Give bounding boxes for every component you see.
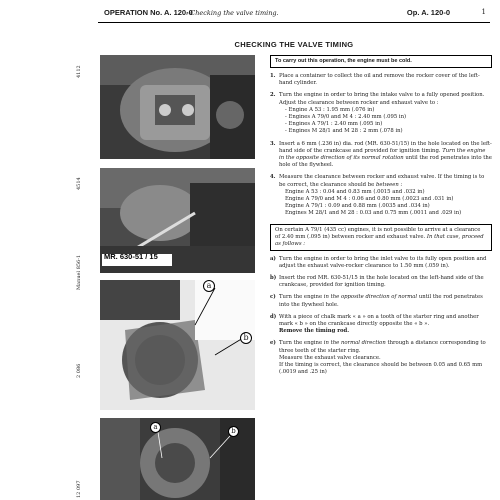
mark-a-label: a bbox=[203, 280, 215, 292]
side-label: 12 097 bbox=[76, 480, 82, 498]
page-header bbox=[98, 8, 490, 23]
photo-timing-rod bbox=[100, 168, 255, 273]
operation-subtitle: : Checking the valve timing. bbox=[186, 9, 279, 17]
side-label: 2 086 bbox=[76, 363, 82, 378]
mark-a-label-2: a bbox=[150, 422, 161, 433]
side-label: 4112 bbox=[76, 65, 82, 78]
instructions-column bbox=[270, 55, 492, 377]
step-1: 1. Place a container to collect the oil and remove the rocker cover of the left-hand cylinder. bbox=[270, 73, 480, 87]
clearance-table-1: - Engine A 53 : 1.95 mm (.076 in) - Engines A 79/0 and M 4 : 2.40 mm (.095 in) - Engines A 79/1 : 2.40 mm (.095 in) - Engines M 28/1 and M 28 : 2 mm (.078 in) bbox=[285, 106, 407, 135]
operation-number: OPERATION No. A. 120-0 bbox=[104, 8, 193, 17]
substep-d: d) With a piece of chalk mark « a » on a tooth of the starter ring and another mark « b » on the crankcase directly opposite the « b ». Remove the timing rod. bbox=[270, 313, 479, 335]
side-label: 4514 bbox=[76, 177, 82, 190]
mark-b-label-2: b bbox=[228, 426, 239, 437]
side-label: Manuel 856-1 bbox=[76, 254, 82, 290]
mark-b-label: b bbox=[240, 332, 252, 344]
step-3: 3. Insert a 6 mm (.236 in) dia. rod (MR. 630-51/15) in the hole located on the left-hand side of the crankcase and provided for ignition timing. Turn the engine in the opposite direction of its normal rotation until the rod penetrates into the hole of the flywheel. bbox=[270, 140, 492, 169]
substep-c: c) Turn the engine in the opposite direction of normal until the rod penetrates into the flywheel hole. bbox=[270, 294, 483, 308]
operation-ref: Op. A. 120-0 bbox=[406, 8, 450, 17]
clearance-table-2: Engine A 53 : 0.04 and 0.83 mm (.0015 and .032 in) Engine A 79/0 and M 4 : 0.06 and 0.80 mm (.0023 and .031 in) Engine A 79/1 : 0.09 and 0.88 mm (.0035 and .034 in) Engines M 28/1 and M 28 : 0.03 and 0.75 mm (.0011 and .029 in) bbox=[285, 188, 462, 217]
a79-note-box: On certain A 79/1 (435 cc) engines, it is not possible to arrive at a clearance of 2.40 mm (.095 in) between rocker and exhaust valve. In that case, proceed as follows : bbox=[270, 224, 492, 251]
cold-engine-note: To carry out this operation, the engine must be cold. bbox=[270, 55, 492, 68]
substep-b: b) Insert the rod MR. 630-51/15 in the hole located on the left-hand side of the crankcase, provided for ignition timing. bbox=[270, 275, 484, 289]
photo-crankcase-marks bbox=[100, 418, 255, 500]
step-4: 4. Measure the clearance between rocker and exhaust valve. If the timing is to be correct, the clearance should be between : Engine A 53 : 0.04 and 0.83 mm (.0015 and .032 in) Engine A 79/0 and M 4 : 0.06 and 0.80 mm (.0023 and .031 in) Engine A 79/1 : 0.09 and 0.88 mm (.0035 and .034 in) Engines M 28/1 and M 28 : 0.03 and 0.75 mm (.0011 and .029 in) bbox=[270, 174, 492, 217]
page-mark: 1 bbox=[481, 8, 486, 16]
step-2: 2. Turn the engine in order to bring the intake valve to a fully opened position. Adjust the clearance between rocker and exhaust valve to : - Engine A 53 : 1.95 mm (.076 in) - Engines A 79/0 and M 4 : 2.40 mm (.095 in) - Engines A 79/1 : 2.40 mm (.095 in) - Engines M 28/1 and M 28 : 2 mm (.078 in) bbox=[270, 92, 492, 135]
photo-cylinder-head bbox=[100, 55, 255, 159]
tool-label: MR. 630-51 / 15 bbox=[104, 252, 158, 261]
photo-starter-ring bbox=[100, 280, 255, 410]
substep-a: a) Turn the engine in order to bring the inlet valve to its fully open position and adjust the exhaust valve-rocker clearance to 1.50 mm (.059 in). bbox=[270, 255, 487, 269]
substep-e: e) Turn the engine in the normal direction through a distance corresponding to three teeth of the starter ring. Measure the exhaust valve clearance. If the timing is correct, the clearance should be between 0.05 and 0.65 mm (.0019 and .25 in) bbox=[270, 340, 486, 376]
page-title: CHECKING THE VALVE TIMING bbox=[234, 40, 354, 49]
